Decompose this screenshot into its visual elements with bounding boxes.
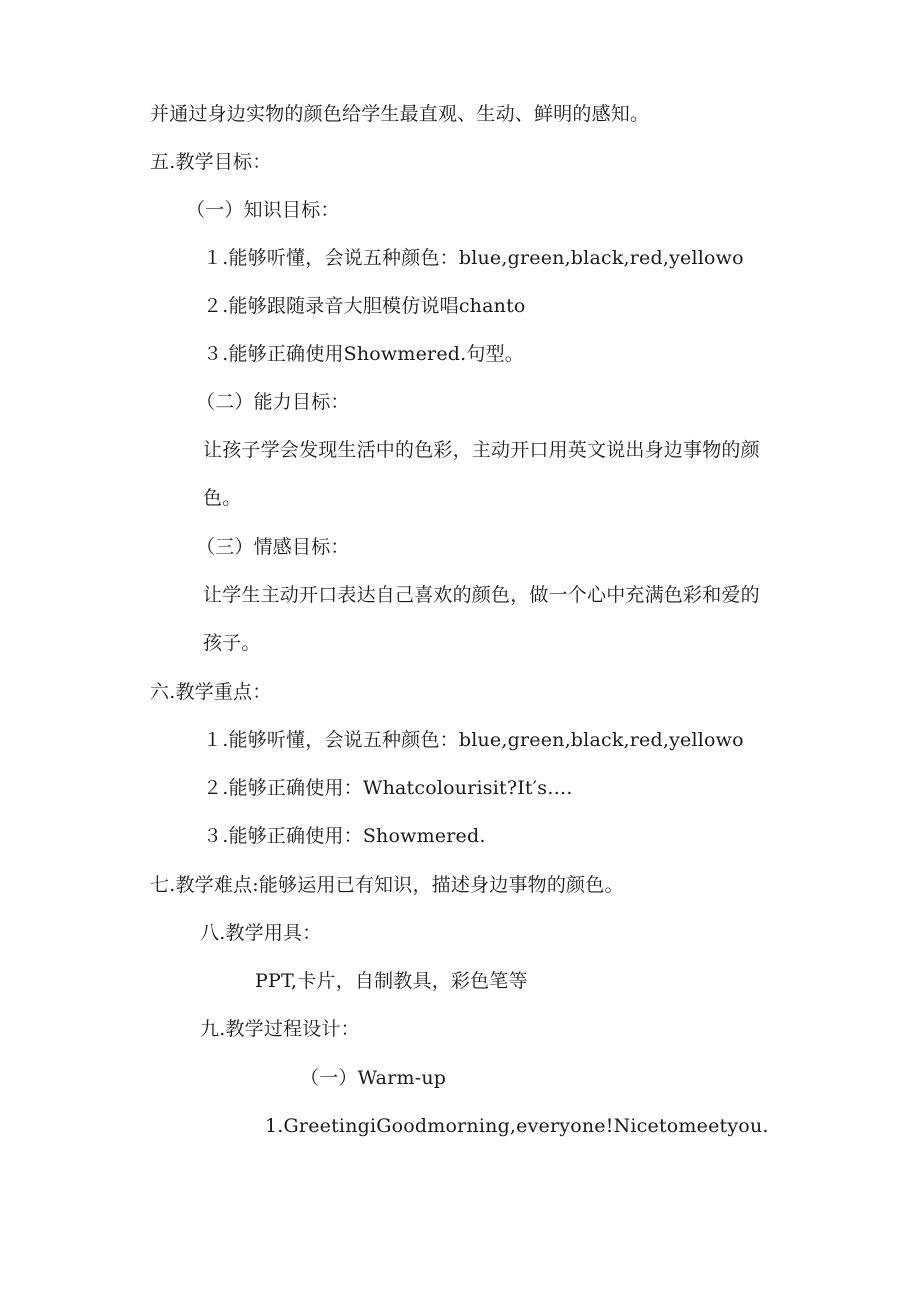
- list-item: ２.能够跟随录音大胆模仿说唱chanto: [203, 295, 526, 317]
- section-heading-difficulties: 七.教学难点:能够运用已有知识，描述身边事物的颜色。: [150, 874, 624, 896]
- subheading-knowledge-goals: （一）知识目标：: [186, 199, 340, 221]
- subheading-warm-up: （一）Warm-up: [300, 1067, 447, 1089]
- list-item: １.能够听懂，会说五种颜色：blue,green,black,red,yellowo: [203, 247, 744, 269]
- paragraph-text: 色。: [203, 487, 242, 509]
- paragraph-continuation: 并通过身边实物的颜色给学生最直观、生动、鲜明的感知。: [150, 103, 650, 125]
- subheading-emotion-goals: （三）情感目标：: [196, 536, 350, 558]
- paragraph-text: PPT,卡片，自制教具，彩色笔等: [255, 970, 528, 992]
- list-item: ２.能够正确使用：Whatcolourisit?It′s….: [203, 777, 573, 799]
- paragraph-text: 孩子。: [203, 632, 261, 654]
- list-item: １.能够听懂，会说五种颜色：blue,green,black,red,yellowo: [203, 729, 744, 751]
- section-heading-teaching-goals: 五.教学目标：: [150, 151, 272, 173]
- paragraph-text: 让学生主动开口表达自己喜欢的颜色，做一个心中充满色彩和爱的: [203, 584, 760, 606]
- paragraph-text: 让孩子学会发现生活中的色彩，主动开口用英文说出身边事物的颜: [203, 439, 760, 461]
- list-item: 1.GreetingiGoodmorning,everyone!Nicetomeetyou.: [265, 1115, 769, 1137]
- section-heading-key-points: 六.教学重点：: [150, 681, 272, 703]
- list-item: ３.能够正确使用：Showmered.: [203, 825, 486, 847]
- subheading-ability-goals: （二）能力目标：: [196, 391, 350, 413]
- section-heading-teaching-tools: 八.教学用具：: [200, 922, 322, 944]
- section-heading-process-design: 九.教学过程设计：: [200, 1018, 360, 1040]
- list-item: ３.能够正确使用Showmered.句型。: [203, 343, 524, 365]
